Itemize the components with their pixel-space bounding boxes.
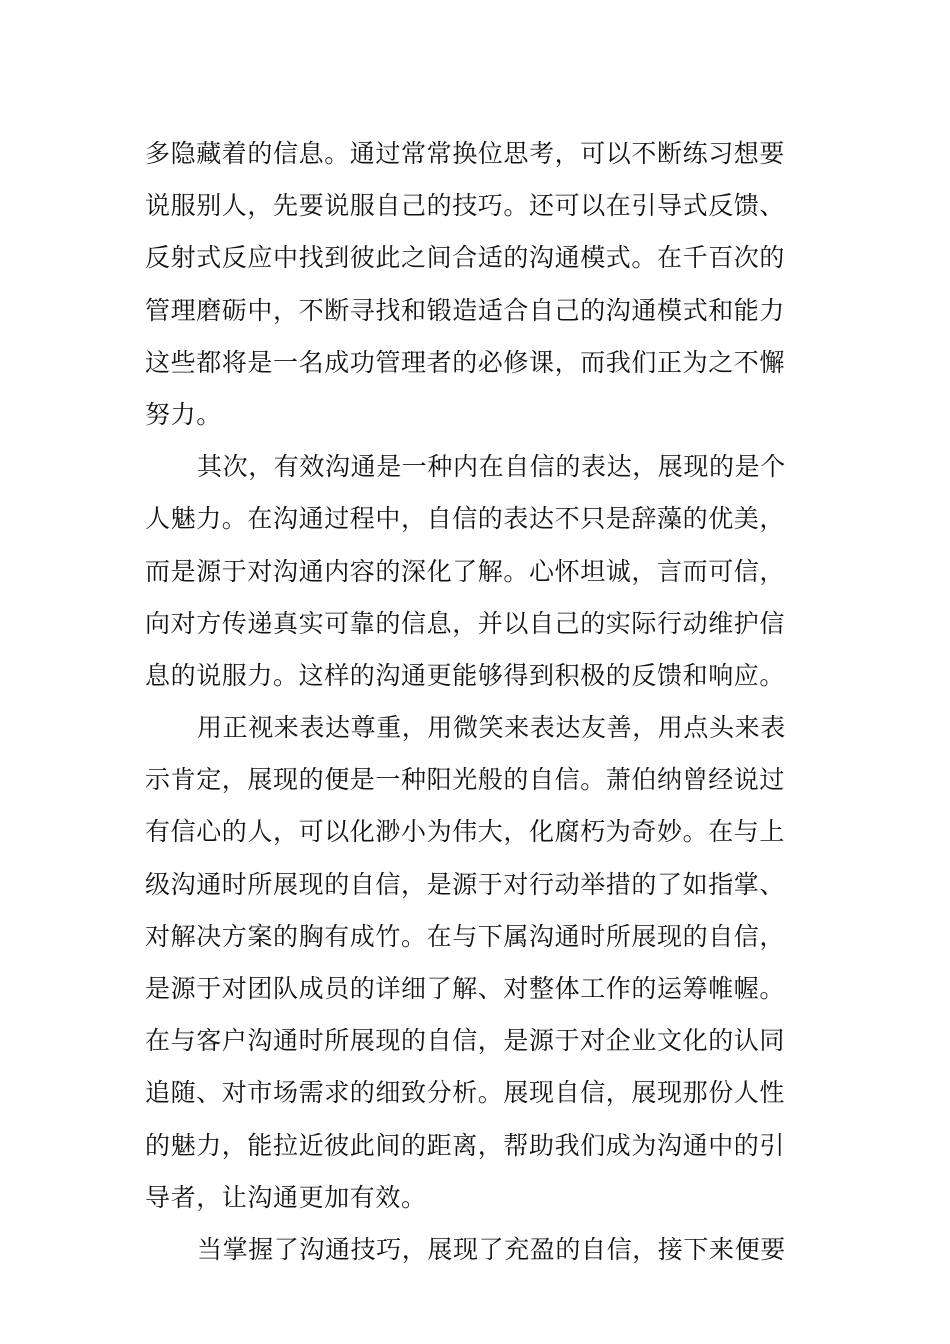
text-line: 是源于对团队成员的详细了解、对整体工作的运筹帷幄。 xyxy=(145,974,786,1003)
text-line: 其次，有效沟通是一种内在自信的表达，展现的是个 xyxy=(197,452,786,482)
text-line: 对解决方案的胸有成竹。在与下属沟通时所展现的自信， xyxy=(145,921,786,951)
text-line: 导者，让沟通更加有效。 xyxy=(145,1182,427,1212)
text-line: 有信心的人，可以化渺小为伟大，化腐朽为奇妙。在与上 xyxy=(145,817,786,847)
paragraph xyxy=(145,1224,810,1276)
text-line: 人魅力。在沟通过程中，自信的表达不只是辞藻的优美， xyxy=(145,504,786,534)
text-line: 努力。 xyxy=(145,399,222,429)
text-line: 这些都将是一名成功管理者的必修课，而我们正为之不懈 xyxy=(145,347,786,377)
text-line: 管理磨砺中，不断寻找和锻造适合自己的沟通模式和能力 xyxy=(145,295,786,325)
text-line: 用正视来表达尊重，用微笑来表达友善，用点头来表 xyxy=(197,713,786,743)
paragraph xyxy=(145,128,810,441)
text-line: 当掌握了沟通技巧，展现了充盈的自信，接下来便要 xyxy=(197,1234,786,1264)
text-line: 而是源于对沟通内容的深化了解。心怀坦诚，言而可信， xyxy=(145,556,786,586)
text-line: 示肯定，展现的便是一种阳光般的自信。萧伯纳曾经说过 xyxy=(145,765,786,795)
text-line: 级沟通时所展现的自信，是源于对行动举措的了如指掌、 xyxy=(145,869,786,899)
paragraph xyxy=(145,702,810,1224)
text-line: 多隐藏着的信息。通过常常换位思考，可以不断练习想要 xyxy=(145,139,786,168)
paragraph xyxy=(145,441,810,702)
text-line: 追随、对市场需求的细致分析。展现自信，展现那份人性 xyxy=(145,1078,786,1108)
text-line: 反射式反应中找到彼此之间合适的沟通模式。在千百次的 xyxy=(145,243,786,273)
text-line: 的魅力，能拉近彼此间的距离，帮助我们成为沟通中的引 xyxy=(145,1130,786,1160)
text-line: 息的说服力。这样的沟通更能够得到积极的反馈和响应。 xyxy=(145,660,786,690)
document-body xyxy=(145,128,810,1276)
text-line: 向对方传递真实可靠的信息，并以自己的实际行动维护信 xyxy=(145,608,786,638)
text-line: 说服别人，先要说服自己的技巧。还可以在引导式反馈、 xyxy=(145,191,786,221)
text-line: 在与客户沟通时所展现的自信，是源于对企业文化的认同 xyxy=(145,1026,786,1056)
